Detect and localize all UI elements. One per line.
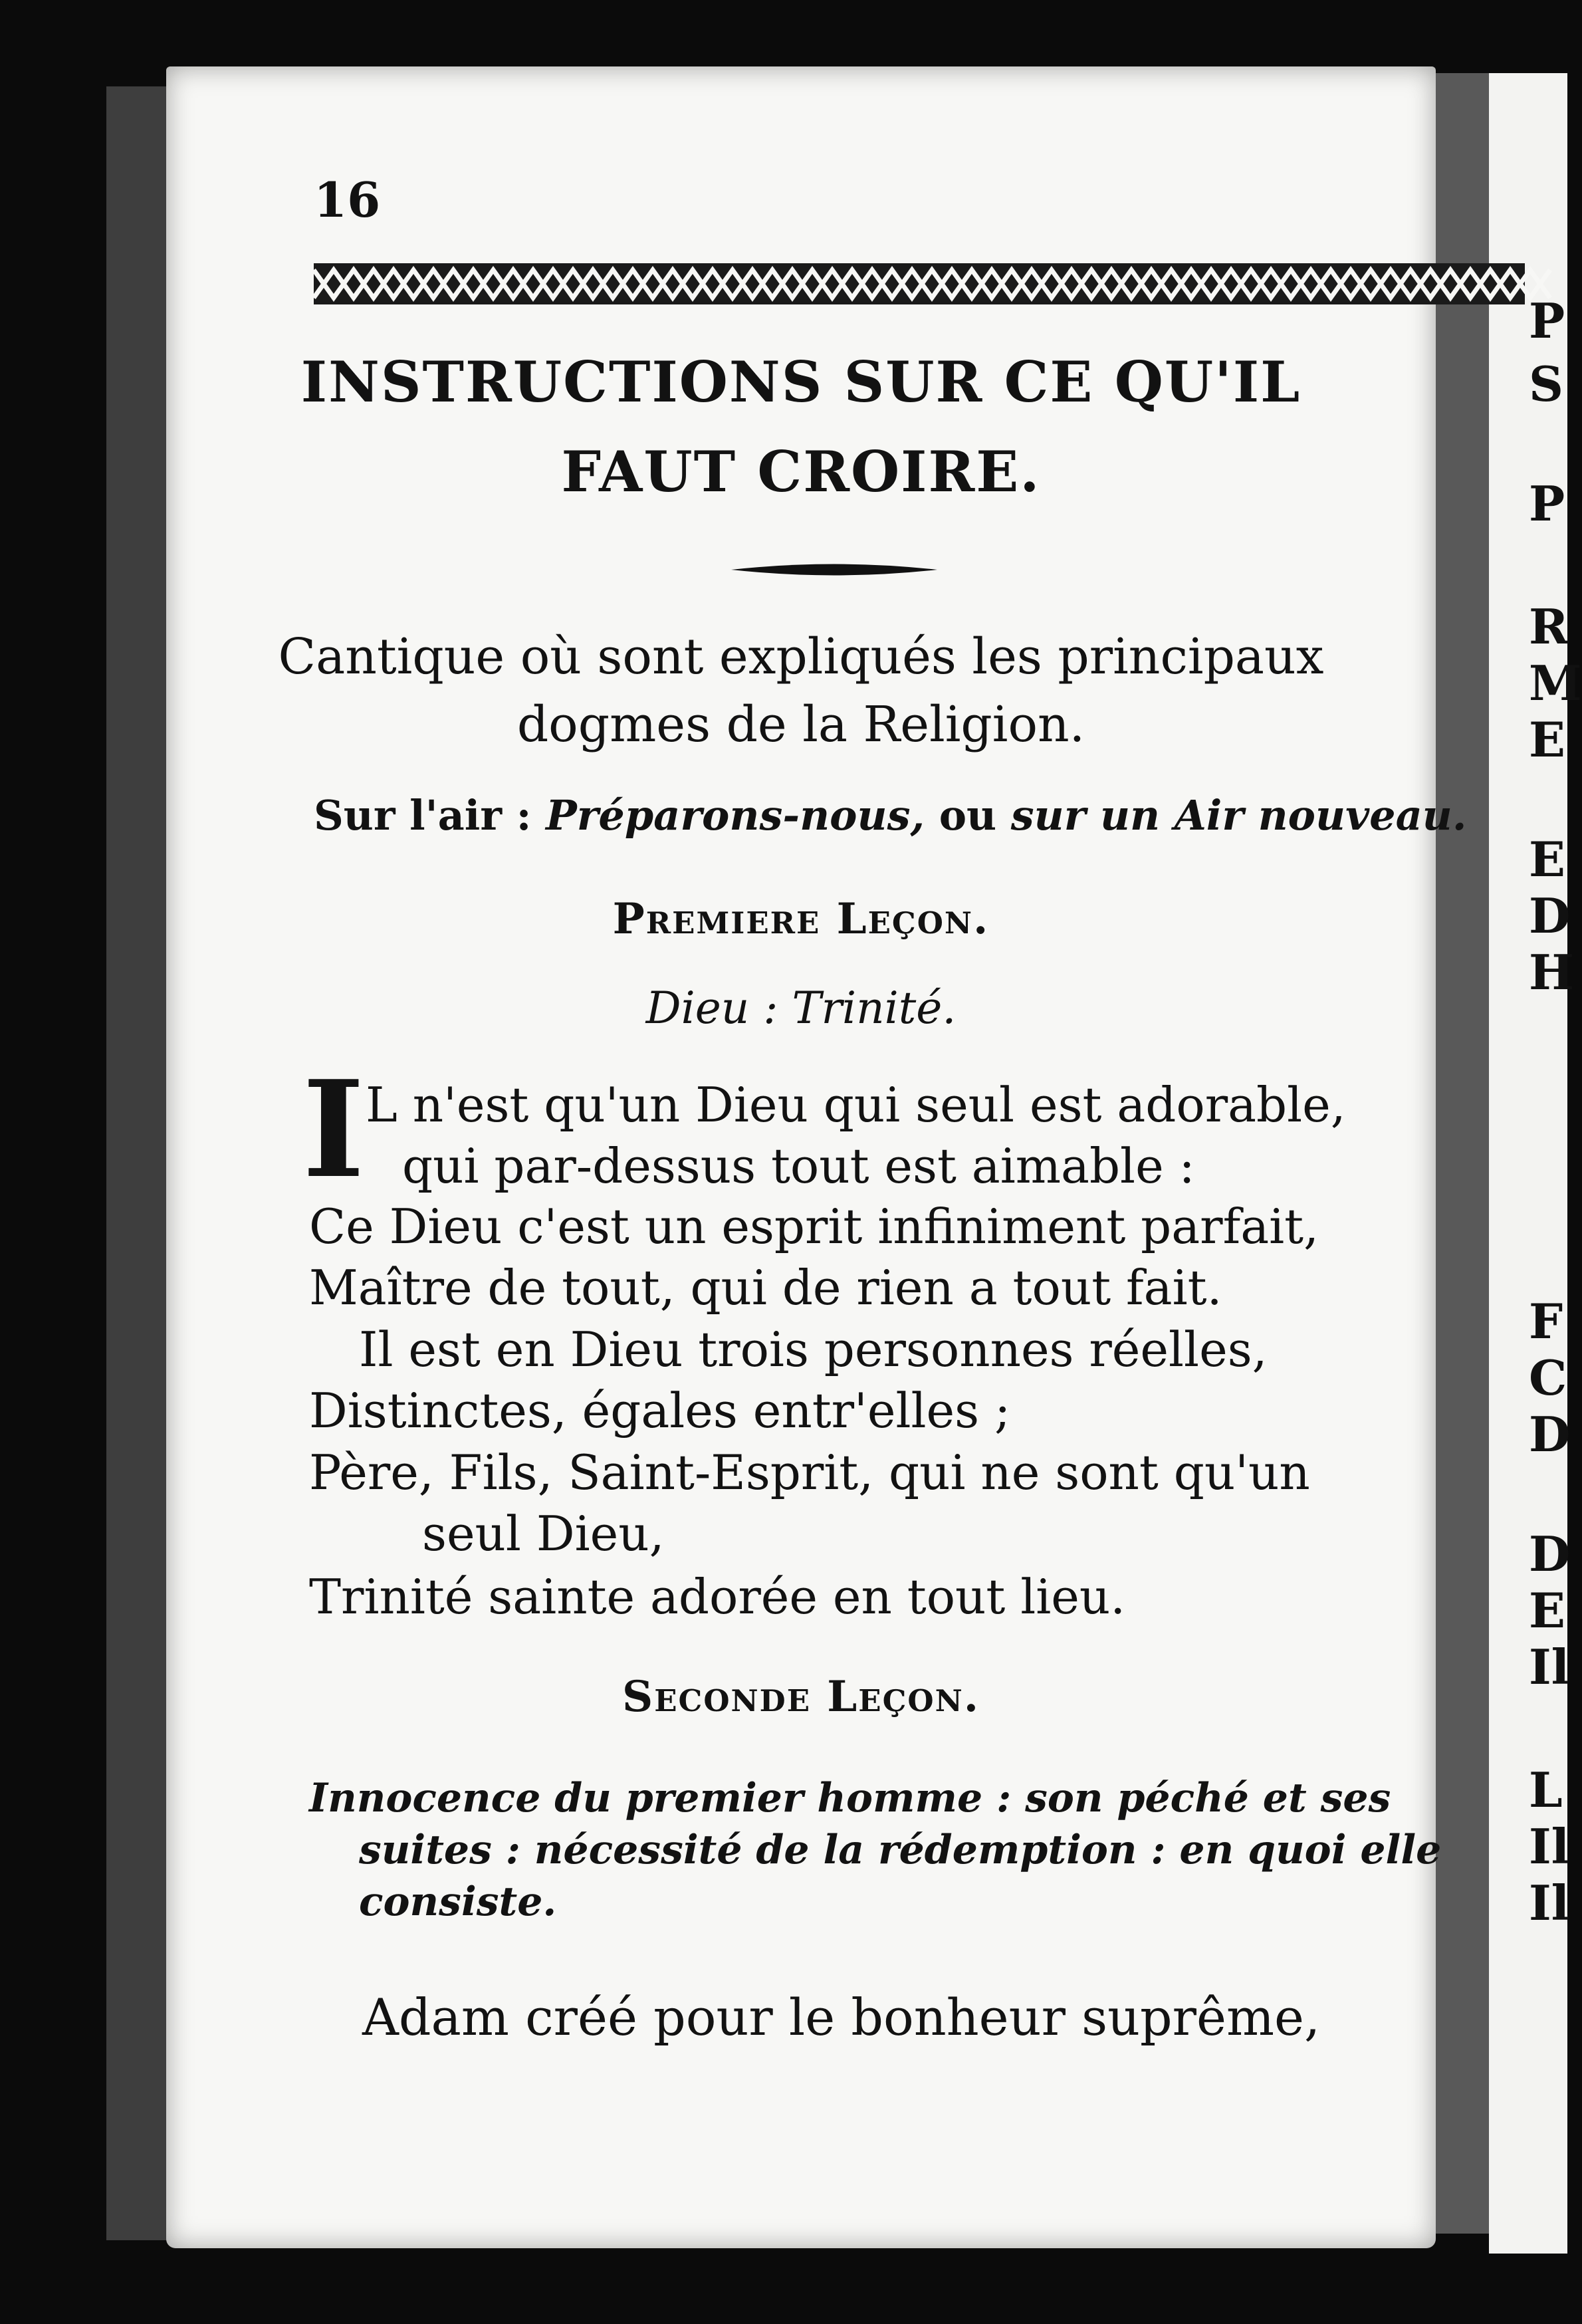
- chapter-heading-line1: INSTRUCTIONS SUR CE QU'IL: [300, 349, 1301, 415]
- fragment-letter: F: [1529, 1293, 1563, 1349]
- verse-line: seul Dieu,: [422, 1506, 665, 1562]
- lesson2-summary-line: suites : nécessité de la rédemption : en quoi elle: [359, 1827, 1442, 1873]
- tune-prefix: Sur l'air :: [314, 791, 532, 840]
- verse-line: Adam créé pour le bonheur suprême,: [362, 1988, 1321, 2047]
- fragment-letter: E: [1529, 1582, 1565, 1639]
- fragment-letter: P: [1529, 475, 1565, 532]
- hymn-subtitle-line1: Cantique où sont expliqués les principaux: [278, 628, 1324, 685]
- fragment-letter: E: [1529, 711, 1565, 768]
- fragment-letter: S: [1529, 356, 1563, 412]
- tune-line: [314, 791, 1466, 840]
- verse-line: qui par-dessus tout est aimable :: [402, 1138, 1195, 1194]
- book-page: [166, 66, 1467, 2248]
- ornament-band-icon: [314, 254, 1525, 314]
- verse-line: Ce Dieu c'est un esprit infiniment parfait,: [309, 1199, 1319, 1254]
- verse-line: L n'est qu'un Dieu qui seul est adorable,: [366, 1077, 1346, 1133]
- drop-cap: I: [302, 1052, 365, 1208]
- fragment-letter: R: [1529, 598, 1569, 655]
- lesson2-summary-line: consiste.: [359, 1879, 557, 1925]
- page-number: 16: [314, 172, 381, 228]
- hymn-subtitle-line2: dogmes de la Religion.: [516, 696, 1085, 753]
- verse-line: Maître de tout, qui de rien a tout fait.: [309, 1260, 1222, 1316]
- fragment-letter: D: [1529, 1526, 1571, 1582]
- tune-middle: ou: [939, 791, 997, 840]
- fragment-letter: Il: [1529, 1875, 1570, 1931]
- lesson2-title: Seconde Leçon.: [622, 1672, 980, 1722]
- fragment-letter: Il: [1529, 1639, 1570, 1695]
- lesson1-topic: Dieu : Trinité.: [645, 983, 957, 1034]
- verse-line: Distinctes, égales entr'elles ;: [309, 1383, 1011, 1439]
- book-spine-left: [106, 86, 170, 2240]
- fragment-letter: E: [1529, 831, 1565, 887]
- chapter-heading-line2: FAUT CROIRE.: [561, 439, 1041, 505]
- lesson2-summary-line: Innocence du premier homme : son péché et ses: [309, 1775, 1391, 1821]
- verse-line: Il est en Dieu trois personnes réelles,: [359, 1322, 1268, 1377]
- divider-rule: [731, 558, 937, 581]
- tune-title: Préparons-nous,: [546, 791, 925, 840]
- fragment-letter: C: [1529, 1349, 1567, 1406]
- fragment-letter: H: [1529, 944, 1575, 1000]
- fragment-letter: D: [1529, 1406, 1571, 1462]
- gutter-shadow: [1436, 73, 1489, 2234]
- fragment-letter: M: [1529, 655, 1582, 711]
- verse-line: Trinité sainte adorée en tout lieu.: [309, 1569, 1126, 1625]
- tune-alternative: sur un Air nouveau.: [1010, 791, 1467, 840]
- fragment-letter: L: [1529, 1762, 1563, 1818]
- fragment-letter: D: [1529, 887, 1571, 944]
- fragment-letter: Il: [1529, 1818, 1570, 1875]
- facing-page-text: [1522, 0, 1582, 2324]
- fragment-letter: P: [1529, 292, 1565, 349]
- verse-line: Père, Fils, Saint-Esprit, qui ne sont qu'un: [309, 1445, 1310, 1500]
- lesson1-title: Premiere Leçon.: [612, 894, 990, 944]
